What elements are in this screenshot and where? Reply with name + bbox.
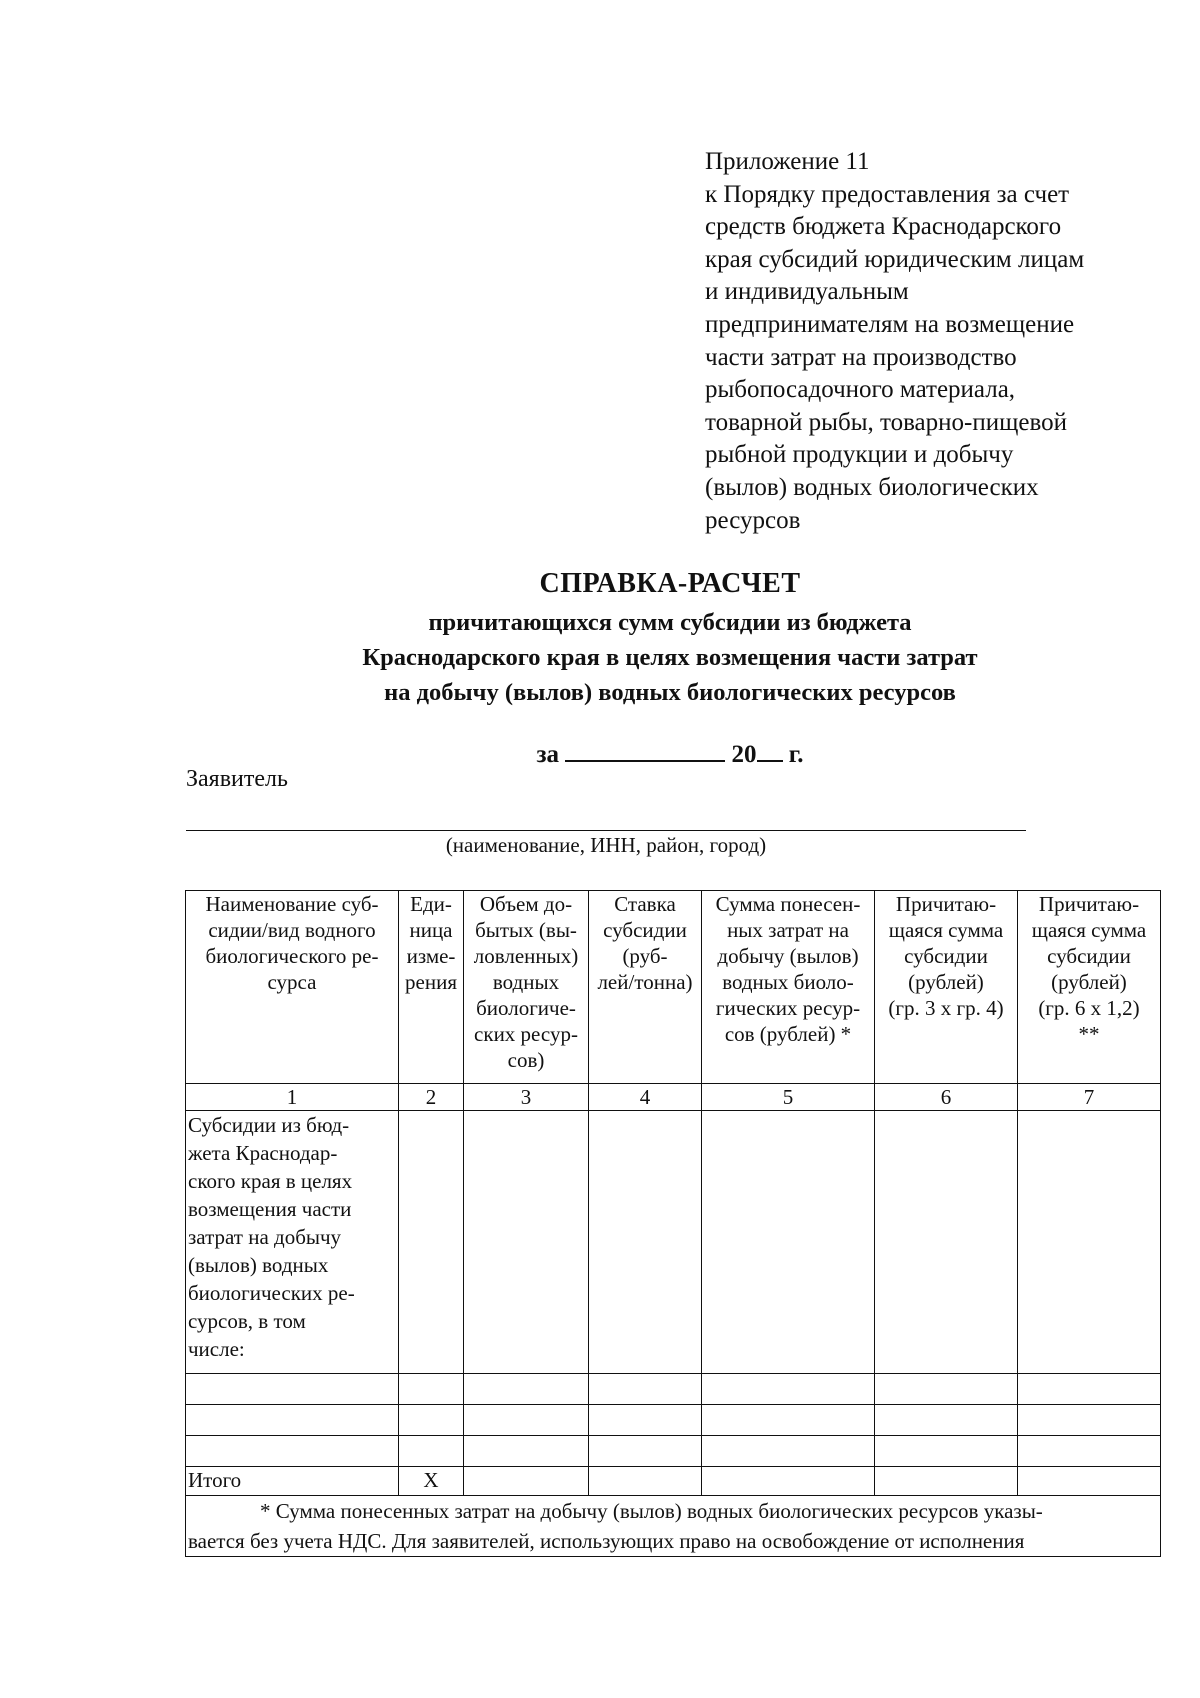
header-cell xyxy=(875,891,1018,1084)
total-unit-mark: X xyxy=(399,1467,464,1496)
row-label-line: сурсов, в том xyxy=(188,1309,306,1333)
empty-cell[interactable] xyxy=(1018,1436,1161,1467)
empty-cell[interactable] xyxy=(589,1405,702,1436)
empty-cell[interactable] xyxy=(1018,1405,1161,1436)
row-label-line: ского края в целях xyxy=(188,1169,353,1193)
column-number: 5 xyxy=(702,1084,875,1111)
header-line: гических ресур- xyxy=(715,996,861,1020)
empty-cell[interactable] xyxy=(875,1405,1018,1436)
subtitle-line: причитающихся сумм субсидии из бюджета xyxy=(428,609,912,636)
empty-cell[interactable] xyxy=(589,1111,702,1374)
empty-cell[interactable] xyxy=(875,1467,1018,1496)
header-line: сов) xyxy=(507,1048,545,1072)
annex-line: рыбопосадочного материала, xyxy=(705,376,1016,404)
empty-cell[interactable] xyxy=(1018,1467,1161,1496)
header-line: (рублей) xyxy=(908,970,984,994)
empty-cell[interactable] xyxy=(464,1111,589,1374)
header-cell xyxy=(589,891,702,1084)
footnote-line: * Сумма понесенных затрат на добычу (вылов) водных биологических ресурсов указы- xyxy=(260,1499,1043,1523)
footnote-row xyxy=(186,1496,1161,1557)
total-label: Итого xyxy=(186,1467,399,1496)
annex-line: части затрат на производство xyxy=(705,343,1017,371)
empty-cell[interactable] xyxy=(1018,1374,1161,1405)
header-line: субсидии xyxy=(1047,944,1131,968)
header-line: бытых (вы- xyxy=(475,918,577,942)
column-number: 4 xyxy=(589,1084,702,1111)
header-line: сов (рублей) * xyxy=(724,1022,852,1046)
period-blank xyxy=(565,736,725,762)
document-subtitle xyxy=(180,605,1160,710)
empty-cell[interactable] xyxy=(399,1436,464,1467)
header-line: (рублей) xyxy=(1051,970,1127,994)
header-cell xyxy=(702,891,875,1084)
header-line: субсидии xyxy=(603,918,687,942)
header-line: Причитаю- xyxy=(895,892,997,916)
header-line: ** xyxy=(1078,1022,1100,1046)
column-number: 3 xyxy=(464,1084,589,1111)
header-line: щаяся сумма xyxy=(1031,918,1147,942)
header-line: ловленных) xyxy=(473,944,579,968)
header-line: Наименование суб- xyxy=(205,892,379,916)
applicant-label: Заявитель xyxy=(186,766,288,792)
annex-line: средств бюджета Краснодарского xyxy=(705,213,1062,241)
annex-line: предпринимателям на возмещение xyxy=(705,310,1075,338)
table-header-row xyxy=(186,891,1161,1084)
row-label-line: затрат на добычу xyxy=(188,1225,342,1249)
header-line: (гр. 6 x 1,2) xyxy=(1038,996,1140,1020)
header-line: лей/тонна) xyxy=(597,970,693,994)
empty-cell[interactable] xyxy=(589,1374,702,1405)
column-number-row xyxy=(186,1084,1161,1111)
column-number: 1 xyxy=(186,1084,399,1111)
column-number: 7 xyxy=(1018,1084,1161,1111)
empty-cell[interactable] xyxy=(399,1374,464,1405)
header-line: водных биоло- xyxy=(722,970,854,994)
empty-cell[interactable] xyxy=(589,1467,702,1496)
row-label-line: Субсидии из бюд- xyxy=(188,1113,350,1137)
header-line: добычу (вылов) xyxy=(717,944,859,968)
header-cell xyxy=(1018,891,1161,1084)
subsidy-table xyxy=(185,890,1161,1557)
footnote-cell xyxy=(186,1496,1161,1557)
header-line: сидии/вид водного xyxy=(208,918,376,942)
period-year: 20 xyxy=(731,741,757,768)
empty-cell[interactable] xyxy=(589,1436,702,1467)
header-line: (гр. 3 x гр. 4) xyxy=(888,996,1004,1020)
header-line: рения xyxy=(405,970,457,994)
header-line: Ставка xyxy=(614,892,676,916)
header-line: изме- xyxy=(406,944,456,968)
annex-line: и индивидуальным xyxy=(705,278,909,306)
footnote-line: вается без учета НДС. Для заявителей, использующих право на освобождение от исполнения xyxy=(188,1529,1025,1553)
header-line: Сумма понесен- xyxy=(715,892,861,916)
header-cell xyxy=(399,891,464,1084)
header-line: щаяся сумма xyxy=(888,918,1004,942)
applicant-note: (наименование, ИНН, район, город) xyxy=(445,833,767,857)
header-line: (руб- xyxy=(622,944,668,968)
header-line: ских ресур- xyxy=(474,1022,578,1046)
row-label-line: биологических ре- xyxy=(188,1281,355,1305)
empty-cell[interactable] xyxy=(399,1111,464,1374)
period-prefix: за xyxy=(536,741,559,768)
empty-cell[interactable] xyxy=(702,1405,875,1436)
header-line: водных xyxy=(492,970,560,994)
annex-line: к Порядку предоставления за счет xyxy=(705,180,1070,208)
empty-cell[interactable] xyxy=(1018,1111,1161,1374)
header-line: субсидии xyxy=(904,944,988,968)
header-line: Причитаю- xyxy=(1038,892,1140,916)
header-line: сурса xyxy=(267,970,317,994)
year-blank xyxy=(757,736,783,762)
empty-cell[interactable] xyxy=(186,1374,399,1405)
empty-cell[interactable] xyxy=(464,1436,589,1467)
empty-cell[interactable] xyxy=(702,1374,875,1405)
total-row xyxy=(186,1467,1161,1496)
empty-cell[interactable] xyxy=(464,1374,589,1405)
empty-cell[interactable] xyxy=(875,1436,1018,1467)
period-line xyxy=(180,736,1160,769)
table-row xyxy=(186,1405,1161,1436)
empty-cell[interactable] xyxy=(875,1374,1018,1405)
empty-cell[interactable] xyxy=(464,1405,589,1436)
row-label-line: возмещения части xyxy=(188,1197,352,1221)
row-label-line: (вылов) водных xyxy=(188,1253,329,1277)
annex-line: ресурсов xyxy=(705,506,801,534)
header-line: ница xyxy=(409,918,453,942)
row-label-line: числе: xyxy=(188,1337,245,1361)
column-number: 6 xyxy=(875,1084,1018,1111)
header-line: биологиче- xyxy=(476,996,576,1020)
empty-cell[interactable] xyxy=(875,1111,1018,1374)
header-line: Объем до- xyxy=(479,892,573,916)
period-suffix: г. xyxy=(788,741,804,768)
header-cell xyxy=(186,891,399,1084)
empty-cell[interactable] xyxy=(186,1436,399,1467)
table-row xyxy=(186,1436,1161,1467)
row-label-line: жета Краснодар- xyxy=(188,1141,338,1165)
subtitle-line: Краснодарского края в целях возмещения части затрат xyxy=(362,644,978,671)
annex-line: Приложение 11 xyxy=(705,148,870,175)
annex-block xyxy=(705,146,1175,537)
header-cell xyxy=(464,891,589,1084)
table-row xyxy=(186,1374,1161,1405)
empty-cell[interactable] xyxy=(399,1405,464,1436)
annex-line: рыбной продукции и добычу xyxy=(705,441,1014,469)
empty-cell[interactable] xyxy=(702,1111,875,1374)
row-label-cell xyxy=(186,1111,399,1374)
header-line: Еди- xyxy=(410,892,452,916)
document-title: СПРАВКА-РАСЧЕТ xyxy=(539,568,801,599)
empty-cell[interactable] xyxy=(702,1436,875,1467)
empty-cell[interactable] xyxy=(186,1405,399,1436)
column-number: 2 xyxy=(399,1084,464,1111)
annex-line: (вылов) водных биологических xyxy=(705,473,1039,501)
header-line: биологического ре- xyxy=(205,944,379,968)
empty-cell[interactable] xyxy=(464,1467,589,1496)
annex-line: края субсидий юридическим лицам xyxy=(705,245,1085,273)
annex-line: товарной рыбы, товарно-пищевой xyxy=(705,408,1067,436)
table-row xyxy=(186,1111,1161,1374)
header-line: ных затрат на xyxy=(727,918,849,942)
subtitle-line: на добычу (вылов) водных биологических ресурсов xyxy=(384,679,956,706)
empty-cell[interactable] xyxy=(702,1467,875,1496)
applicant-field-line xyxy=(186,830,1026,831)
